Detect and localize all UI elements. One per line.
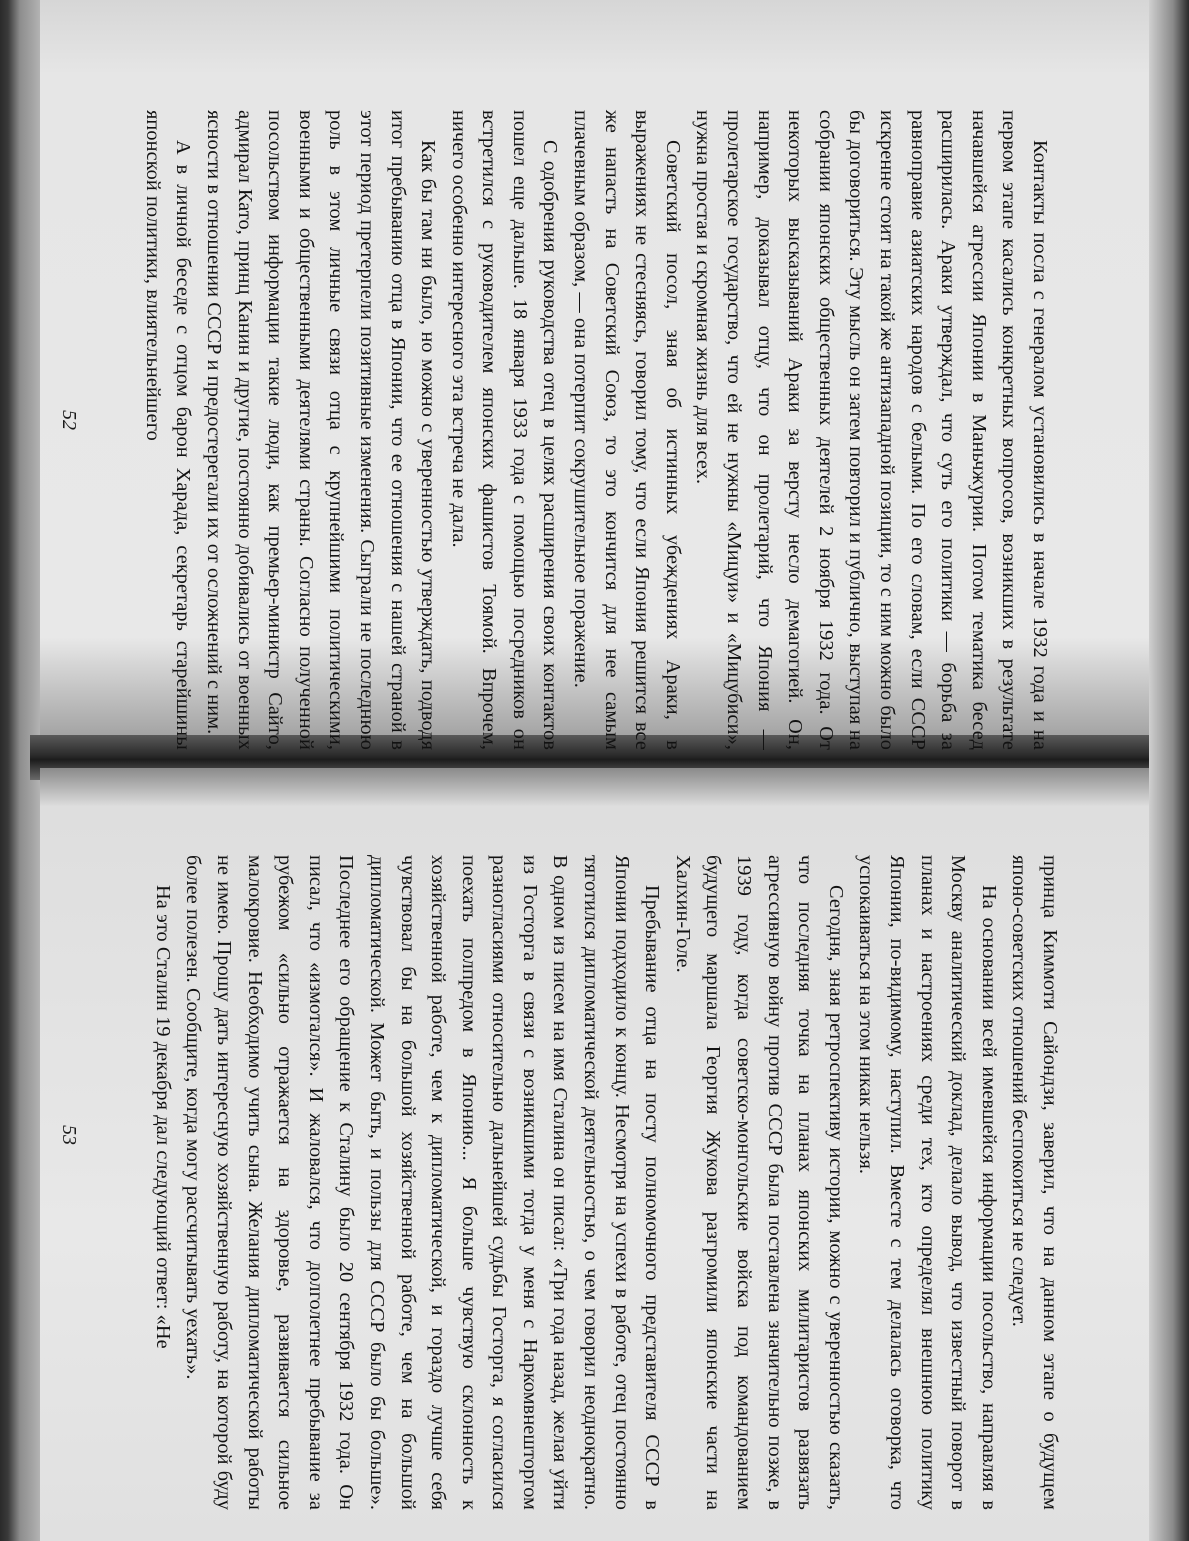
paragraph: Контакты посла с генералом установились в начале 1932 года и на первом этапе касались конкретных вопросов, возникших в результате начавшейся агрессии Японии в Маньчжурии. Потом тематика бесед расширилась. Араки утверждал, что суть его политики — борьба за равноправие азиатских народов с белыми. По его словам, если СССР искренне стоит на такой же антизападной позиции, то с ним можно было бы договориться. Эту мысль он затем повторил и публично, выступая на собрании японских общественных деятелей 2 ноября 1932 года. От некоторых высказываний Араки за версту несло демагогией. Он, например, доказывал отцу, что он пролетарий, что Япония — пролетарское государство, что ей не нужны «Мицуи» и «Мицубиси», нужна простая и скромная жизнь для всех.: [692, 110, 1051, 750]
page-52-text: [45, 110, 1055, 750]
paragraph: С одобрения руководства отец в целях расширения своих контактов пошел еще дальше. 18 января 1933 года с помощью посредников он встретился с руководителем японских фашистов Тоямой. Впрочем, ничего особенно интересного эта встреча не дала.: [447, 110, 562, 750]
paragraph: На это Сталин 19 декабря дал следующий ответ: «Не: [151, 885, 174, 1349]
paragraph: Как бы там ни было, но можно с уверенностью утверждать, подводя итог пребыванию отца в Японии, что ее отношения с нашей страной в этот период претерпели позитивные изменения. Сыграли не последнюю роль в этом личные связи отца с крупнейшими политическими, военными и общественными деятелями страны. Согласно полученной посольством информации такие люди, как премьер-министр Сайто, адмирал Като, принц Канин и другие, постоянно добивались от военных ясности в отношении СССР и предостерегали их от осложнений с ним.: [202, 110, 440, 750]
page-number-52: 52: [58, 410, 80, 430]
paragraph: принца Киммоти Сайондзи, заверил, что на данном этапе о будущем японо-советских отношений беспокоиться не следует.: [1008, 855, 1061, 1510]
paragraph: А в личной беседе с отцом барон Харада, секретарь старейшины японской политики, влиятельнейшего: [141, 110, 195, 750]
paragraph: Советский посол, зная об истинных убеждениях Араки, в выражениях не стесняясь, говорил тому, что если Япония решится все же напасть на Советский Союз, то это кончится для нее самым плачевным образом, — она потерпит сокрушительное поражение.: [570, 110, 684, 750]
paragraph: На основании всей имевшейся информации посольство, направляя в Москву аналитический доклад, делало вывод, что известный поворот в планах и настроениях среди тех, кто определял внешнюю политику Японии, по-видимому, наступил. Вместе с тем делалась оговорка, что успокаиваться на этом никак нельзя.: [855, 855, 1000, 1510]
paragraph: Пребывание отца на посту полномочного представителя СССР в Японии подходило к концу. Несмотря на успехи в работе, отец постоянно тяготился дипломатической деятельностью, о чем говорил неоднократно. В одном из писем на имя Сталина он писал: «Три года назад, желая уйти из Госторга в связи с возникшими тогда у меня с Наркомвнешторгом разногласиями относительно дальнейшей судьбы Госторга, я согласился поехать полпредом в Японию... Я больше чувствую склонность к хозяйственной работе, чем к дипломатической, и гораздо лучше себя чувствовал бы на большой хозяйственной работе, чем на большой дипломатической. Может быть, и пользы для СССР было бы больше». Последнее его обращение к Сталину было 20 сентября 1932 года. Он писал, что «измотался». И жаловался, что долголетнее пребывание за рубежом «сильно отражается на здоровье, развивается сильное малокровие. Необходимо учить сына. Желания дипломатической работы не имею. Прошу дать интересную хозяйственную работу, на которой буду более полезен. Сообщите, когда могу рассчитывать уехать».: [182, 855, 664, 1510]
page-53-text: [55, 855, 1065, 1510]
book-edge: [1149, 0, 1189, 1541]
paragraph: Сегодня, зная ретроспективу истории, можно с уверенностью сказать, что последняя точка на планах японских милитаристов развязать агрессивную войну против СССР была поставлена значительно позже, в 1939 году, когда советско-монгольские войска под командованием будущего маршала Георгия Жукова разгромили японские части на Халхин-Голе.: [671, 855, 847, 1510]
page-number-53: 53: [58, 1125, 80, 1145]
